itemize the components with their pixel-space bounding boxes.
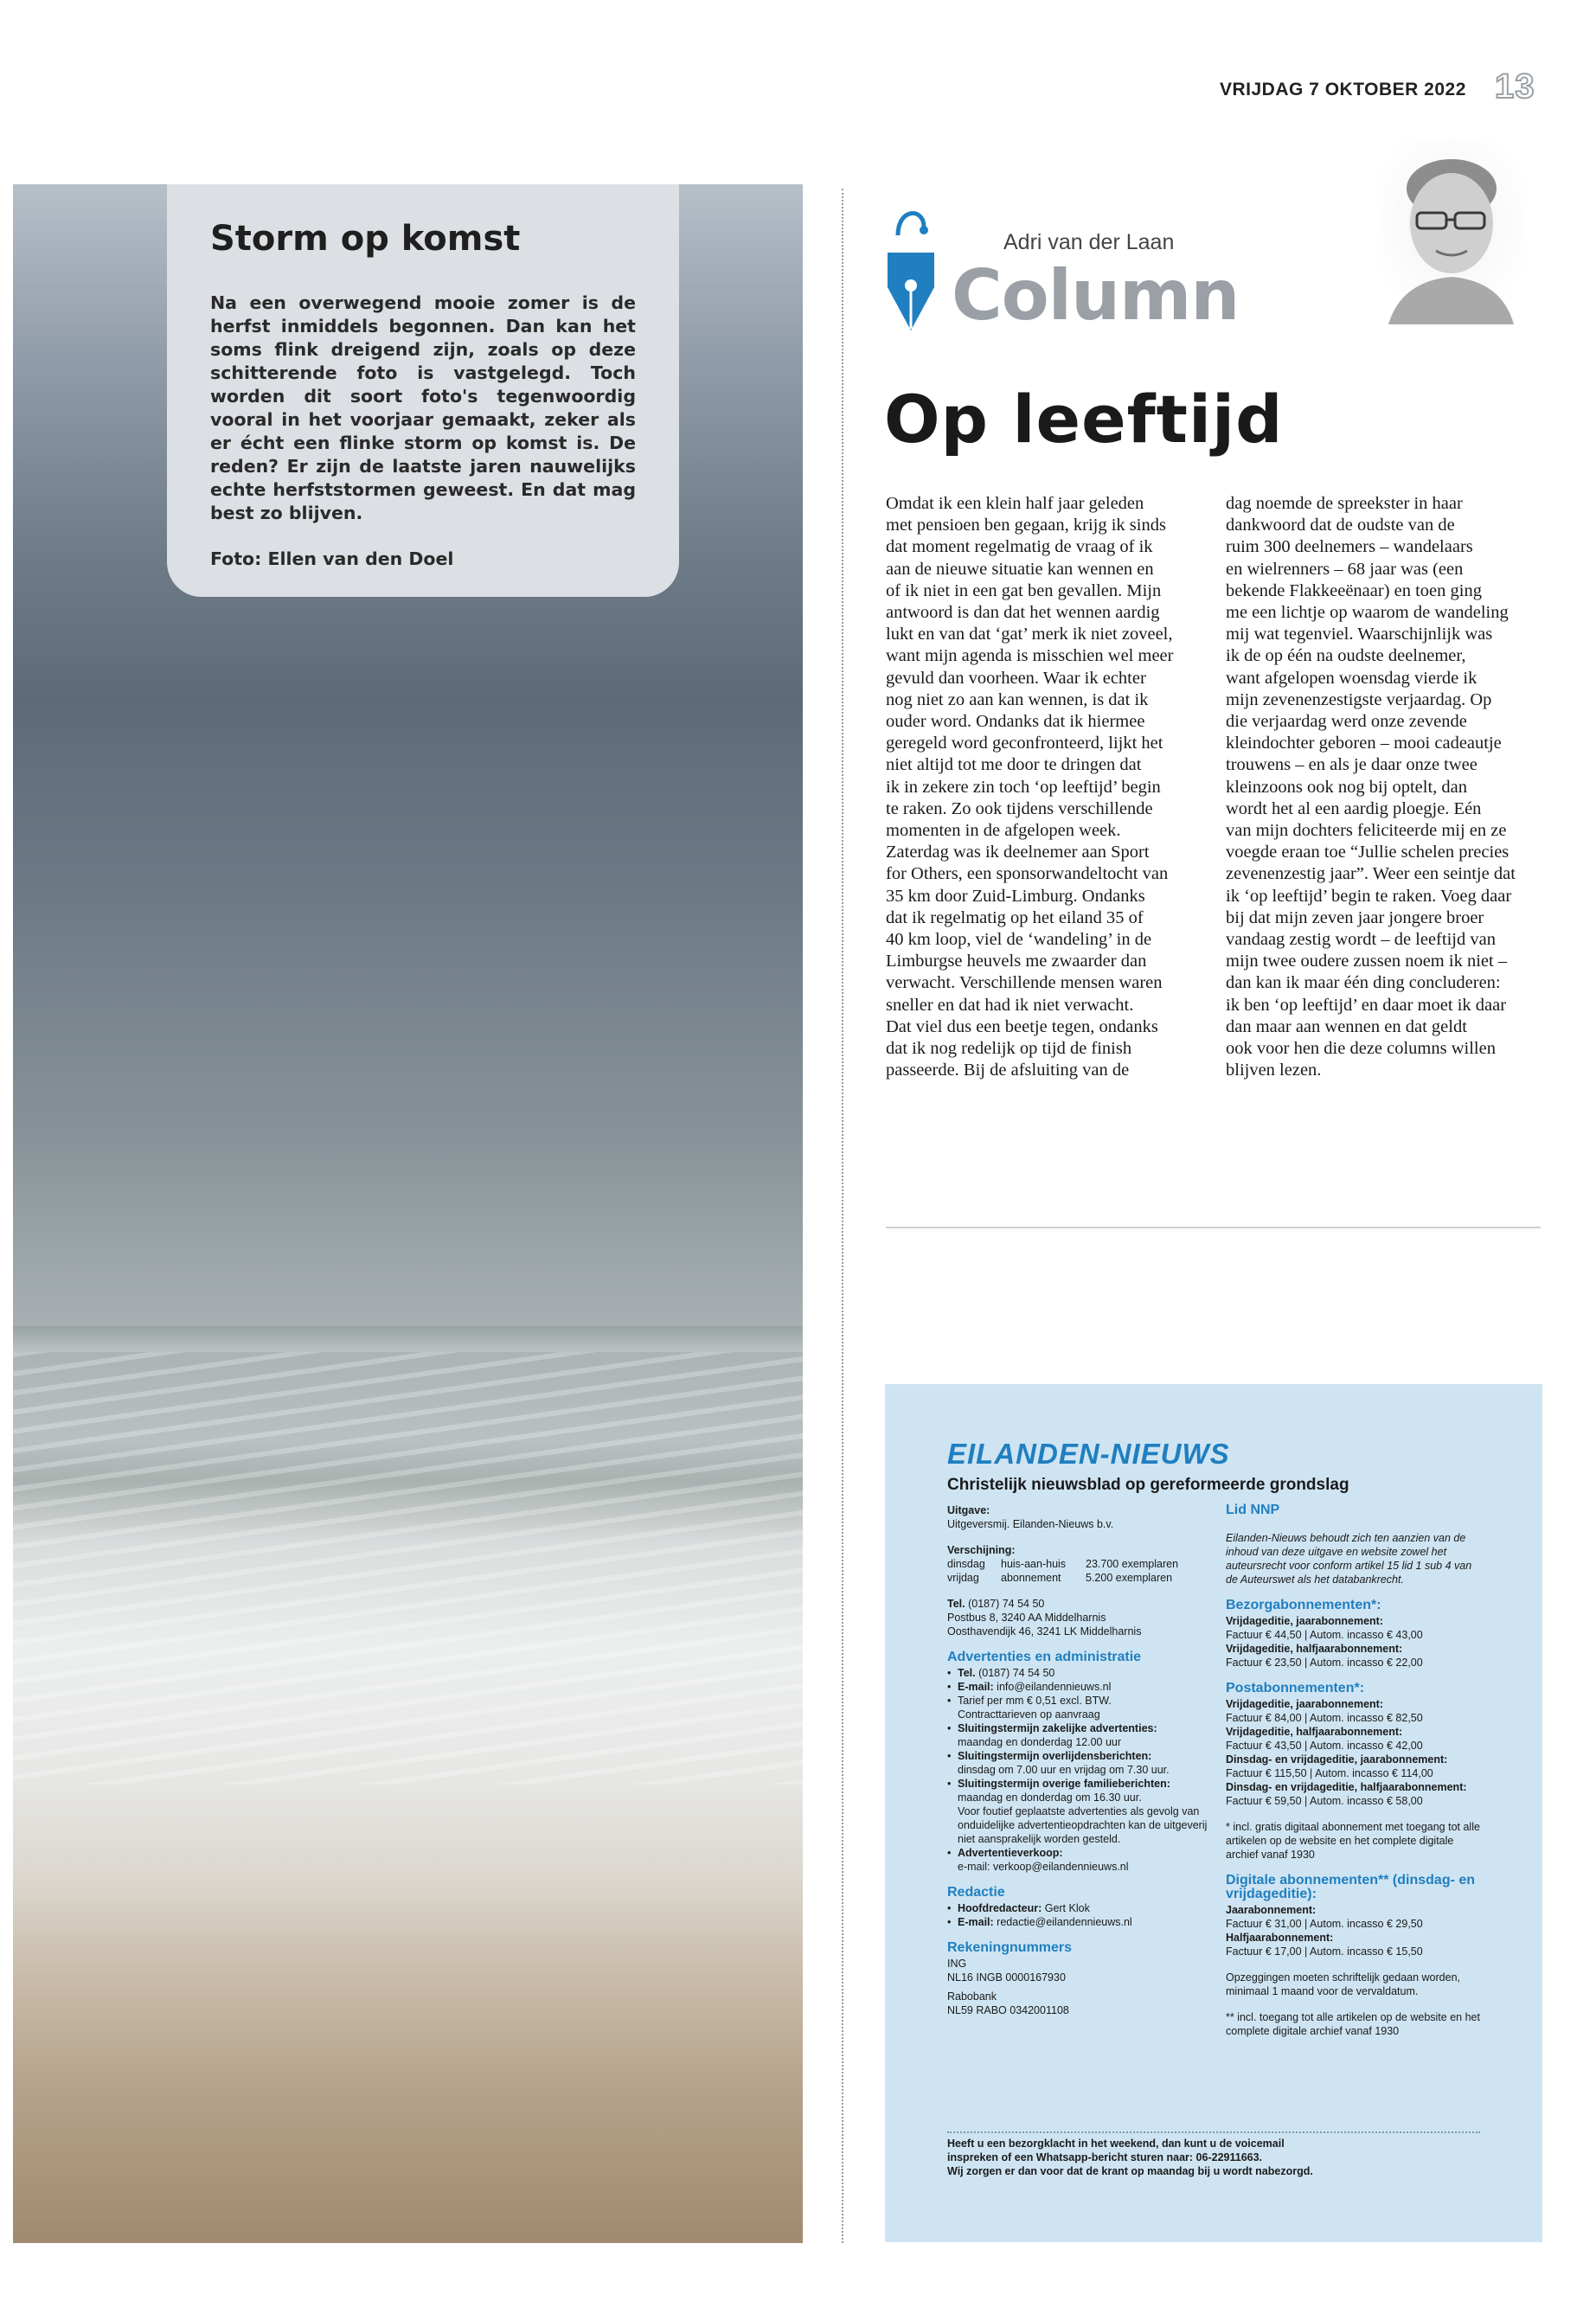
rekening-heading: Rekeningnummers [947,1940,1073,1955]
colophon-left [947,1503,1211,2017]
redactie-email-label: E-mail: [958,1916,994,1928]
uitgave-value: Uitgeversmij. Eilanden-Nieuws b.v. [947,1518,1114,1530]
note-star: * incl. gratis digitaal abonnement met toegang tot alle artikelen op de website en het complete digitale archief vanaf 1930 [1226,1821,1480,1861]
list-item [947,1749,1211,1777]
adv-familie-label: Sluitingstermijn overige familieberichten: [958,1778,1170,1790]
list-item [947,1846,1211,1874]
footer-line: Wij zorgen er dan voor dat de krant op maandag bij u wordt nabezorgd. [947,2165,1313,2177]
digitaal-heading: Digitale abonnementen** (dinsdag- en vrijdageditie): [1226,1873,1476,1901]
hoofdredacteur-value: Gert Klok [1044,1902,1090,1914]
address-1: Postbus 8, 3240 AA Middelharnis [947,1612,1106,1624]
advertenties-heading: Advertenties en administratie [947,1650,1142,1664]
footer-line: Heeft u een bezorgklacht in het weekend, dan kunt u de voicemail [947,2138,1285,2150]
redactie-list [947,1901,1211,1929]
photo-credit: Foto: Ellen van den Doel [210,548,454,569]
column-body-right: dag noemde de spreekster in haar dankwoord dat de oudste van de ruim 300 deelnemers – wandelaars en wielrenners – 68 jaar was (een bekende Flakkeeënaar) en toen ging me een lichtje op waarom de wandeling mij wat tegenviel. Waarschijnlijk was ik de op één na oudste deelnemer, want afgelopen woensdag vierde ik mijn zevenenzestigste verjaardag. Op die verjaardag werd onze zevende kleindochter geboren – mooi cadeautje trouwens – en als je daar onze twee kleinzoons ook nog bij optelt, dan wordt het al een aardig ploegje. Eén van mijn dochters feliciteerde mij en ze voegde eraan toe “Jullie schelen precies zevenenzestig jaar”. Weer een seintje dat ik ‘op leeftijd’ begin te raken. Voeg daar bij dat mijn zeven jaar jongere broer vandaag zestig wordt – de leeftijd van mijn twee oudere zussen noem ik niet – dan kan ik maar één ding concluderen: ik ben ‘op leeftijd’ en daar moet ik daar dan maar aan wennen en dat geldt ook voor hen die deze columns willen blijven lezen. [1226,494,1516,1080]
adv-tarief: Tarief per mm € 0,51 excl. BTW. [958,1695,1112,1707]
adv-overlijden-value: dinsdag om 7.00 uur en vrijdag om 7.30 uur. [958,1764,1170,1776]
column-author: Adri van der Laan [1003,230,1175,254]
uitgave-label: Uitgave: [947,1504,990,1516]
post-half-price: Factuur € 43,50 | Autom. incasso € 42,00 [1226,1740,1423,1752]
adv-tel-value: (0187) 74 54 50 [978,1667,1055,1679]
digitaal-half-label: Halfjaarabonnement: [1226,1932,1334,1944]
verschijning-day: vrijdag [947,1572,979,1584]
list-item [947,1666,1211,1680]
column-label: Column [952,255,1240,336]
colophon-footer-rule [947,2131,1480,2133]
post-jaar-label: Vrijdageditie, jaarabonnement: [1226,1698,1383,1710]
verschijning-label: Verschijning: [947,1544,1016,1556]
post-dv-half-price: Factuur € 59,50 | Autom. incasso € 58,00 [1226,1795,1423,1807]
verschijning-count: 5.200 exemplaren [1086,1572,1173,1584]
verschijning-row [947,1571,1211,1585]
caption-title: Storm op komst [210,219,521,259]
newspaper-tagline: Christelijk nieuwsblad op gereformeerde grondslag [947,1476,1349,1494]
adv-tel-label: Tel. [958,1667,976,1679]
adv-familie-note: Voor foutief geplaatste advertenties als gevolg van onduidelijke advertentieopdrachten kan de uitgeverij niet aansprakelijk worden gesteld. [958,1805,1208,1845]
adv-email-label: E-mail: [958,1681,994,1693]
bezorg-jaar-price: Factuur € 44,50 | Autom. incasso € 43,00 [1226,1629,1423,1641]
fountain-pen-icon [881,201,941,339]
post-half-label: Vrijdageditie, halfjaarabonnement: [1226,1726,1403,1738]
list-item [947,1721,1211,1749]
digitaal-jaar-price: Factuur € 31,00 | Autom. incasso € 29,50 [1226,1918,1423,1930]
lid-text: Eilanden-Nieuws behoudt zich ten aanzien van de inhoud van deze uitgave en website zowel het auteursrecht voor conform artikel 15 lid 1 sub 4 van de Auteurswet als het databankrecht. [1226,1532,1472,1586]
adv-verkoop-value[interactable]: e-mail: verkoop@eilandennieuws.nl [958,1861,1129,1873]
sea-horizon [13,1326,803,1352]
digitaal-jaar-label: Jaarabonnement: [1226,1904,1317,1916]
hoofdredacteur-label: Hoofdredacteur: [958,1902,1042,1914]
list-item [947,1694,1211,1721]
newspaper-logo: EILANDEN-NIEUWS [947,1438,1230,1470]
section-rule [886,1227,1541,1228]
caption-text: Na een overwegend mooie zomer is de herfst inmiddels begonnen. Dan kan het soms flink dreigend zijn, zoals op deze schitterende foto is vastgelegd. Toch worden dit soort foto's tegenwoordig vooral in het voorjaar gemaakt, zeker als er écht een flinke storm op komst is. De reden? Er zijn de laatste jaren nauwelijks echte herfststormen geweest. En dat mag best zo blijven. [210,292,636,523]
tel-line [947,1597,1211,1611]
list-item [947,1901,1211,1915]
bezorg-heading: Bezorgabonnementen*: [1226,1598,1381,1612]
verschijning-type: abonnement [1001,1572,1061,1584]
issue-date: VRIJDAG 7 OKTOBER 2022 [1220,80,1466,99]
post-dv-jaar-price: Factuur € 115,50 | Autom. incasso € 114,00 [1226,1767,1433,1779]
bank-1-number: NL16 INGB 0000167930 [947,1971,1066,1984]
tel-value: (0187) 74 54 50 [968,1598,1045,1610]
post-dv-jaar-label: Dinsdag- en vrijdageditie, jaarabonnement: [1226,1753,1448,1766]
column-divider [842,189,843,2243]
adv-zakelijk-label: Sluitingstermijn zakelijke advertenties: [958,1722,1157,1734]
adv-zakelijk-value: maandag en donderdag 12.00 uur [958,1736,1122,1748]
colophon-right [1226,1503,1485,2038]
post-dv-half-label: Dinsdag- en vrijdageditie, halfjaarabonnement: [1226,1781,1467,1793]
adv-verkoop-label: Advertentieverkoop: [958,1847,1063,1859]
tel-label: Tel. [947,1598,965,1610]
bank-1-name: ING [947,1958,967,1970]
opzegging-text: Opzeggingen moeten schriftelijk gedaan worden, minimaal 1 maand voor de vervaldatum. [1226,1971,1461,1997]
redactie-heading: Redactie [947,1885,1005,1900]
redactie-email-link[interactable]: redactie@eilandennieuws.nl [997,1916,1132,1928]
verschijning-row [947,1557,1211,1571]
colophon-columns [947,1503,1480,2126]
adv-overlijden-label: Sluitingstermijn overlijdensberichten: [958,1750,1152,1762]
verschijning-count: 23.700 exemplaren [1086,1558,1179,1570]
lid-heading: Lid NNP [1226,1503,1280,1517]
bezorg-half-price: Factuur € 23,50 | Autom. incasso € 22,00 [1226,1657,1423,1669]
adv-familie-value: maandag en donderdag om 16.30 uur. [958,1791,1142,1804]
list-item [947,1680,1211,1694]
post-jaar-price: Factuur € 84,00 | Autom. incasso € 82,50 [1226,1712,1423,1724]
verschijning-day: dinsdag [947,1558,985,1570]
column-headline: Op leeftijd [884,381,1284,458]
surf-texture [13,1352,803,1785]
list-item [947,1777,1211,1846]
verschijning-type: huis-aan-huis [1001,1558,1067,1570]
list-item [947,1915,1211,1929]
digitaal-half-price: Factuur € 17,00 | Autom. incasso € 15,50 [1226,1945,1423,1958]
column-body-left: Omdat ik een klein half jaar geleden met pensioen ben gegaan, krijg ik sinds dat moment regelmatig de vraag of ik aan de nieuwe situatie kan wennen en of ik niet in een gat ben gevallen. Mijn antwoord is dan dat het wennen aardig lukt en van dat ‘gat’ merk ik niet zoveel, want mijn agenda is misschien wel meer gevuld dan voorheen. Waar ik echter nog niet zo aan kan wennen, is dat ik ouder word. Ondanks dat ik hiermee geregeld word geconfronteerd, lijkt het niet altijd tot me door te dringen dat ik in zekere zin toch ‘op leeftijd’ begin te raken. Zo ook tijdens verschillende momenten in de afgelopen week. Zaterdag was ik deelnemer aan Sport for Others, een sponsorwandeltocht van 35 km door Zuid-Limburg. Ondanks dat ik regelmatig op het eiland 35 of 40 km loop, viel de ‘wandeling’ in de Limburgse heuvels me zwaarder dan verwacht. Verschillende mensen waren sneller en dat had ik niet verwacht. Dat viel dus een beetje tegen, ondanks dat ik nog redelijk op tijd de finish passeerde. Bij de afsluiting van de [886,494,1174,1080]
adv-contract: Contracttarieven op aanvraag [958,1708,1100,1721]
author-portrait [1375,138,1527,324]
photo-caption-box [167,184,679,597]
bank-2-number: NL59 RABO 0342001108 [947,2004,1069,2016]
bank-2-name: Rabobank [947,1990,997,2003]
page-number: 13 [1495,67,1535,106]
note-double-star: ** incl. toegang tot alle artikelen op de website en het complete digitale archief vanaf 1930 [1226,2011,1480,2037]
bezorg-jaar-label: Vrijdageditie, jaarabonnement: [1226,1615,1383,1627]
advertenties-list [947,1666,1211,1874]
footer-line: inspreken of een Whatsapp-bericht sturen naar: 06-22911663. [947,2151,1263,2163]
adv-email-link[interactable]: info@eilandennieuws.nl [997,1681,1112,1693]
bezorg-half-label: Vrijdageditie, halfjaarabonnement: [1226,1643,1403,1655]
address-2: Oosthavendijk 46, 3241 LK Middelharnis [947,1625,1142,1638]
post-heading: Postabonnementen*: [1226,1681,1365,1695]
colophon-footer [947,2137,1480,2178]
colophon-box [885,1384,1542,2242]
